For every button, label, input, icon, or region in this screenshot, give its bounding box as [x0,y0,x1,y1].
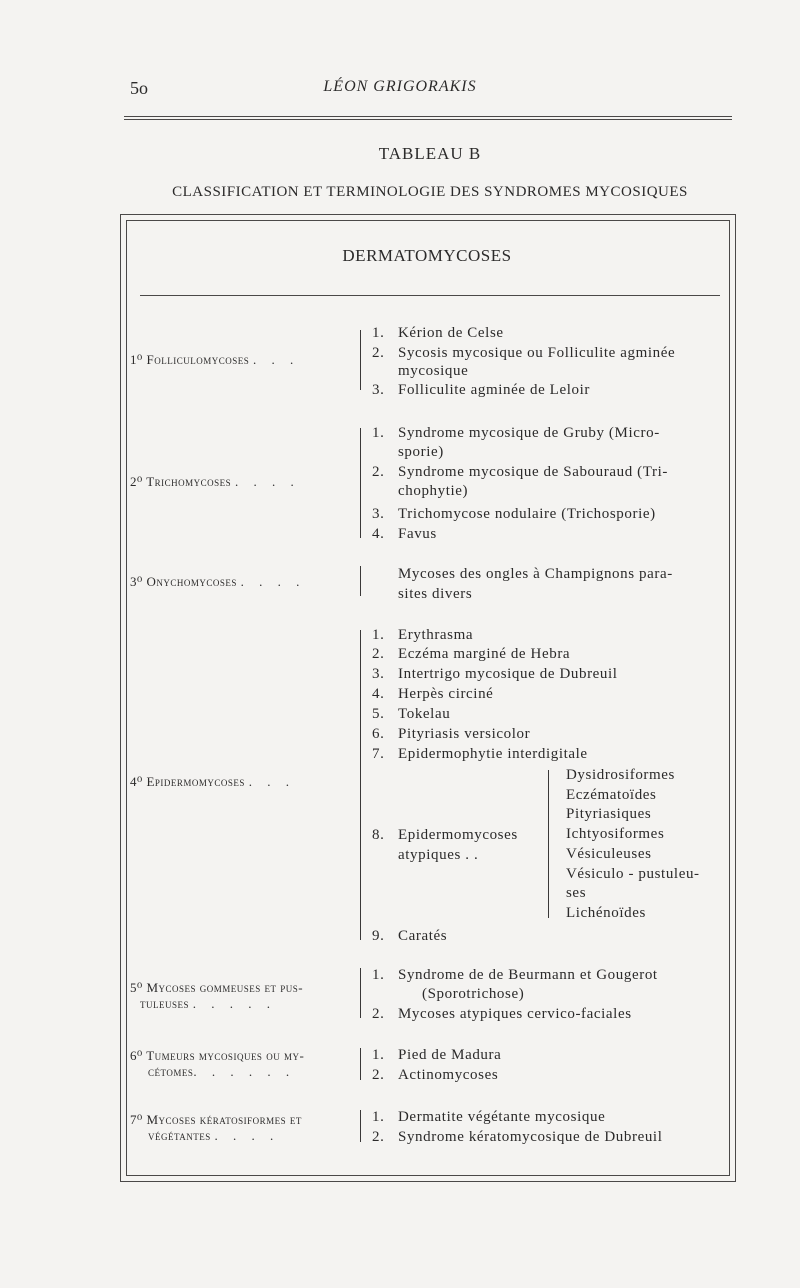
list-item: Mycoses des ongles à Champignons para- [398,566,673,582]
list-item: 1. Syndrome mycosique de Gruby (Micro- [372,425,660,441]
list-item: 4. Favus [372,526,437,542]
list-item: 2. Mycoses atypiques cervico-faciales [372,1006,632,1022]
category-label: 6⁰ Tumeurs mycosiques ou my- [130,1048,305,1063]
category-label-cont: cétomes. . . . . . [148,1064,296,1079]
list-item: 5. Tokelau [372,706,451,722]
list-item-continuation: chophytie) [398,483,469,499]
sub-item: Pityriasiques [566,806,652,822]
sub-item: Dysidrosiformes [566,767,675,783]
list-item: 2. Syndrome kératomycosique de Dubreuil [372,1129,663,1145]
list-item: 1. Pied de Madura [372,1047,502,1063]
list-item-continuation: sporie) [398,444,444,460]
list-item: 2. Eczéma marginé de Hebra [372,646,571,662]
sub-item: Vésiculo - pustuleu- [566,866,700,882]
list-item-continuation: (Sporotrichose) [422,986,525,1002]
list-item-continuation: mycosique [398,363,469,379]
list-item-continuation: sites divers [398,586,473,602]
sub-item: Lichénoïdes [566,905,646,921]
list-item: 3. Intertrigo mycosique de Dubreuil [372,666,618,682]
running-title: LÉON GRIGORAKIS [323,78,477,95]
list-item: 2. Syndrome mycosique de Sabouraud (Tri- [372,464,668,480]
category-label: 3⁰ Onychomycoses . . . . [130,574,306,589]
sub-item: Ichtyosiformes [566,826,665,842]
list-item: 9. Caratés [372,928,448,944]
list-item-continuation: atypiques . . [398,847,479,863]
table-title: TABLEAU B [378,144,482,163]
brace [360,1048,361,1080]
page-number: 5o [130,78,148,98]
list-item: 1. Kérion de Celse [372,325,504,341]
list-item: 3. Trichomycose nodulaire (Trichosporie) [372,506,656,522]
header-rule-2 [124,119,732,120]
list-item: 3. Folliculite agminée de Leloir [372,382,590,398]
brace [360,566,361,596]
category-label: 4⁰ Epidermomycoses . . . [130,774,295,789]
list-item: 2. Actinomycoses [372,1067,499,1083]
section-title: DERMATOMYCOSES [342,246,512,265]
section-rule [140,295,720,296]
category-label: 5⁰ Mycoses gommeuses et pus- [130,980,304,995]
brace [360,630,361,940]
sub-item: Eczématoïdes [566,787,657,803]
sub-brace [548,770,549,918]
list-item: 1. Syndrome de de Beurmann et Gougerot [372,967,658,983]
brace [360,968,361,1018]
list-item: 4. Herpès circiné [372,686,494,702]
brace [360,330,361,390]
sub-item: ses [566,885,587,901]
category-label: 7⁰ Mycoses kératosiformes et [130,1112,302,1127]
category-label-cont: végétantes . . . . [148,1128,280,1143]
category-label-cont: tuleuses . . . . . [140,996,276,1011]
header-rule [124,116,732,117]
category-label: 2⁰ Trichomycoses . . . . [130,474,300,489]
list-item: 1. Erythrasma [372,627,474,643]
list-item: 2. Sycosis mycosique ou Folliculite agminée [372,345,676,361]
sub-item: Vésiculeuses [566,846,652,862]
list-item: 8. Epidermomycoses [372,827,518,843]
list-item: 1. Dermatite végétante mycosique [372,1109,606,1125]
category-label: 1⁰ Folliculomycoses . . . [130,352,300,367]
brace [360,1110,361,1142]
brace [360,428,361,538]
table-subtitle: CLASSIFICATION ET TERMINOLOGIE DES SYNDROMES MYCOSIQUES [172,184,688,200]
list-item: 7. Epidermophytie interdigitale [372,746,588,762]
list-item: 6. Pityriasis versicolor [372,726,531,742]
